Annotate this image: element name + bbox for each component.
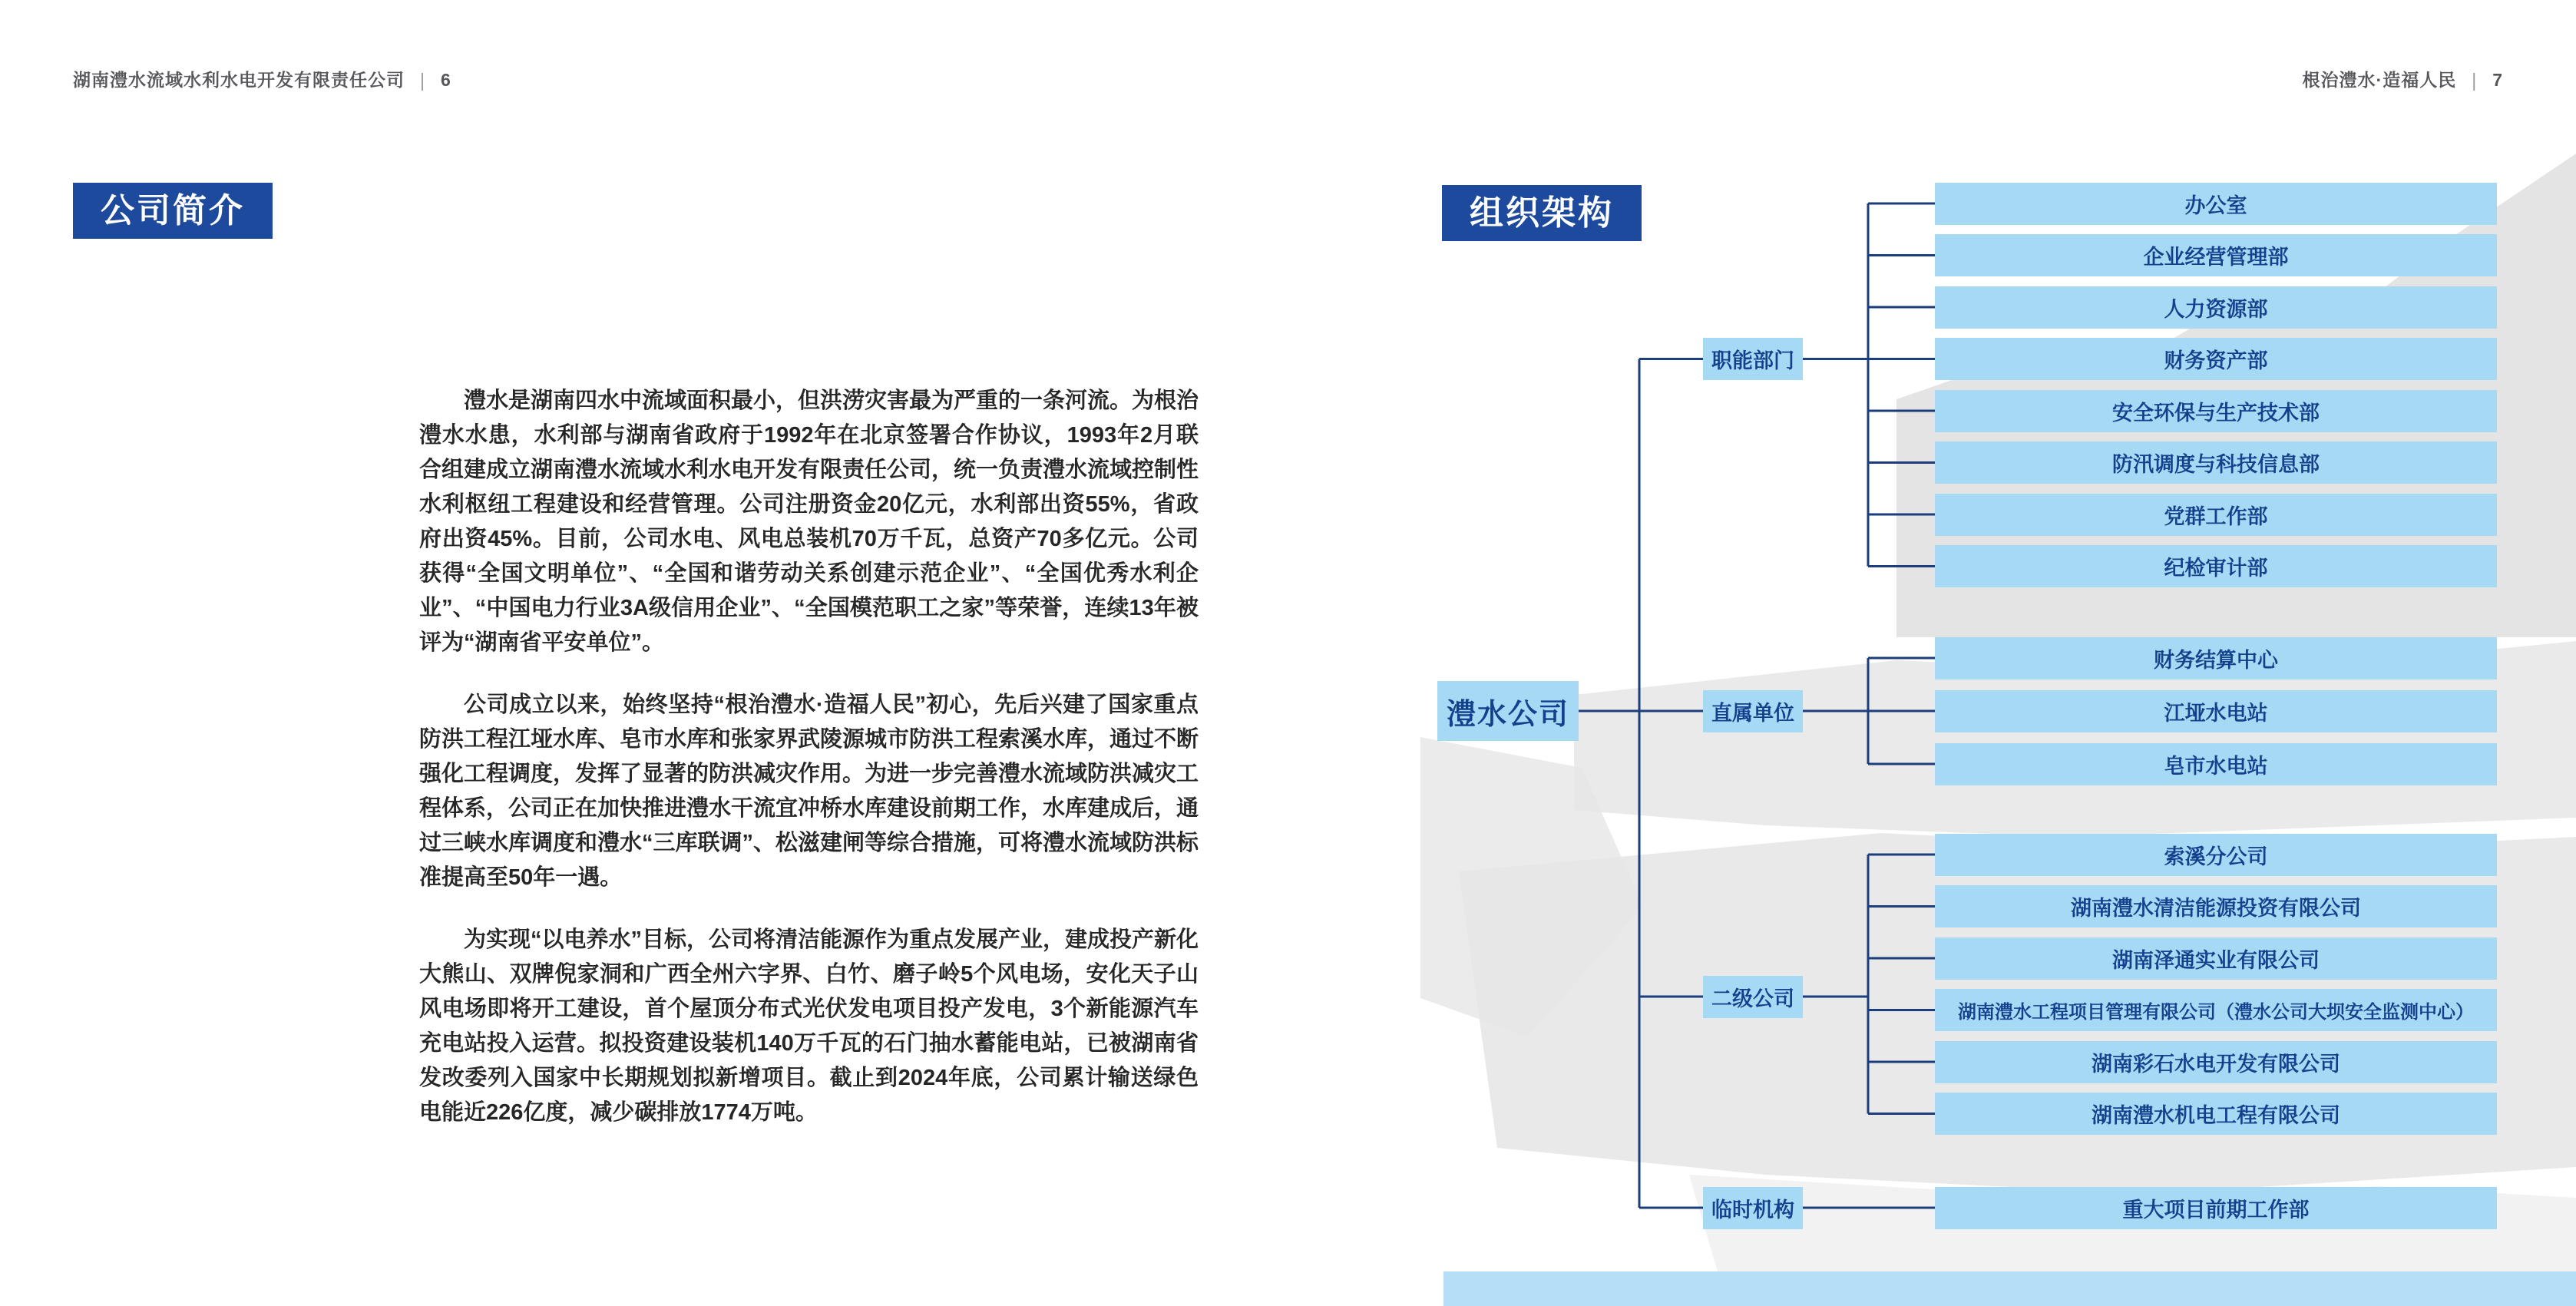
paragraph: 澧水是湖南四水中流域面积最小，但洪涝灾害最为严重的一条河流。为根治澧水水患，水利部与湖南省政府于1992年在北京签署合作协议，1993年2月联合组建成立湖南澧水流域水利水电开发有限责任公司，统一负责澧水流域控制性水利枢纽工程建设和经营管理。公司注册资金20亿元，水利部出资55%，省政府出资45%。目前，公司水电、风电总装机70万千瓦，总资产70多亿元。公司获得“全国文明单位”、“全国和谐劳动关系创建示范企业”、“全国优秀水利企业”、“中国电力行业3A级信用企业”、“全国模范职工之家”等荣誉，连续13年被评为“湖南省平安单位”。 [419, 388, 1199, 655]
header-separator: | [2472, 68, 2478, 91]
right-page-number: 7 [2492, 70, 2503, 90]
section-title-company-profile: 公司简介 [73, 183, 273, 239]
org-branch-subsidiaries: 二级公司 [1703, 976, 1803, 1018]
org-bar: 党群工作部 [1935, 494, 2497, 536]
org-bar: 索溪分公司 [1935, 834, 2497, 876]
paragraph: 公司成立以来，始终坚持“根治澧水·造福人民”初心，先后兴建了国家重点防洪工程江垭水库、皂市水库和张家界武陵源城市防洪工程索溪水库，通过不断强化工程调度，发挥了显著的防洪减灾作用。为进一步完善澧水流域防洪减灾工程体系，公司正在加快推进澧水干流宜冲桥水库建设前期工作，水库建成后，通过三峡水库调度和澧水“三库联调”、松滋建闸等综合措施，可将澧水流域防洪标准提高至50年一遇。 [419, 693, 1199, 890]
org-bar: 湖南彩石水电开发有限公司 [1935, 1041, 2497, 1083]
org-bar: 湖南澧水机电工程有限公司 [1935, 1093, 2497, 1135]
org-bar: 湖南澧水工程项目管理有限公司（澧水公司大坝安全监测中心） [1935, 989, 2497, 1031]
org-bar: 财务结算中心 [1935, 637, 2497, 679]
org-branch-temporary-orgs: 临时机构 [1703, 1187, 1803, 1229]
org-bar: 人力资源部 [1935, 286, 2497, 329]
slogan-text: 根治澧水·造福人民 [2302, 70, 2457, 90]
org-bar: 湖南泽通实业有限公司 [1935, 937, 2497, 980]
org-bar: 财务资产部 [1935, 338, 2497, 380]
company-name: 湖南澧水流域水利水电开发有限责任公司 [73, 70, 405, 90]
header-separator: | [420, 68, 425, 91]
org-branch-direct-units: 直属单位 [1703, 690, 1803, 732]
paragraph: 为实现“以电养水”目标，公司将清洁能源作为重点发展产业，建成投产新化大熊山、双牌倪家洞和广西全州六字界、白竹、磨子岭5个风电场，安化天子山风电场即将开工建设，首个屋顶分布式光伏发电项目投产发电，3个新能源汽车充电站投入运营。拟投资建设装机140万千瓦的石门抽水蓄能电站，已被湖南省发改委列入国家中长期规划拟新增项目。截止到2024年底，公司累计输送绿色电能近226亿度，减少碳排放1774万吨。 [419, 927, 1199, 1125]
section-title-org-structure: 组织架构 [1442, 185, 1642, 241]
org-bar: 办公室 [1935, 183, 2497, 225]
org-bar: 企业经营管理部 [1935, 234, 2497, 276]
org-bar: 安全环保与生产技术部 [1935, 390, 2497, 432]
org-bar: 防汛调度与科技信息部 [1935, 441, 2497, 484]
org-bar: 湖南澧水清洁能源投资有限公司 [1935, 885, 2497, 927]
org-bar: 纪检审计部 [1935, 545, 2497, 587]
org-bar: 皂市水电站 [1935, 743, 2497, 785]
org-branch-functional-depts: 职能部门 [1703, 338, 1803, 380]
org-bar: 江垭水电站 [1935, 690, 2497, 732]
org-bar: 重大项目前期工作部 [1935, 1187, 2497, 1229]
org-root-node: 澧水公司 [1437, 681, 1579, 741]
left-page-number: 6 [440, 70, 451, 90]
